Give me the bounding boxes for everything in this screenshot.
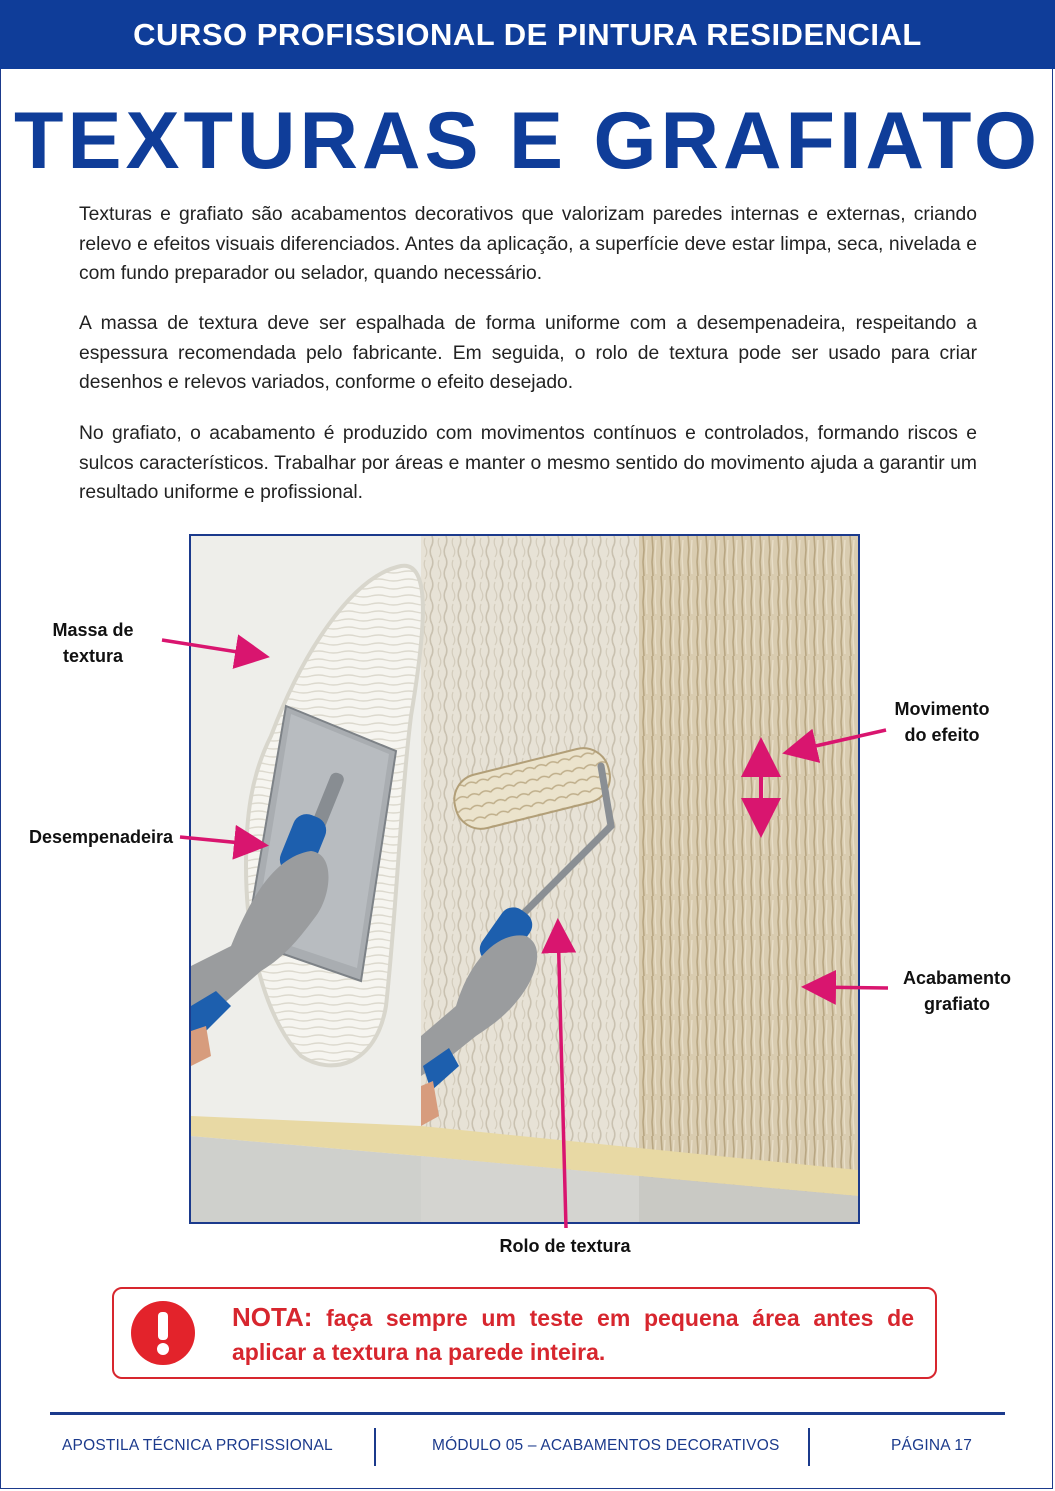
label-rolo-de-textura: Rolo de textura	[499, 1236, 631, 1256]
label-massa-line1: Massa de	[52, 620, 134, 640]
page-title: TEXTURAS E GRAFIATO	[13, 96, 1042, 186]
label-acabamento-line2: grafiato	[923, 994, 990, 1014]
exclamation-icon	[131, 1301, 195, 1365]
footer-page-number: PÁGINA 17	[891, 1437, 973, 1454]
label-massa-line2: textura	[62, 646, 124, 666]
note-box	[112, 1287, 937, 1379]
label-movimento-do-efeito	[882, 696, 1002, 748]
application-paragraph: A massa de textura deve ser espalhada de forma uniforme com a desempenadeira, respeitando a espessura recomendada pelo fabricante. Em seguida, o rolo de textura pode ser usado para criar desenhos e relevos variados, conforme o efeito desejado.	[79, 313, 977, 393]
illustration-drawing	[191, 536, 858, 1222]
footer-separator-right	[808, 1428, 810, 1466]
label-desempenadeira: Desempenadeira	[29, 827, 174, 847]
intro-paragraph: Texturas e grafiato são acabamentos decorativos que valorizam paredes internas e externas, criando relevo e efeitos visuais diferenciados. Antes da aplicação, a superfície deve estar limpa, seca, nivelada e com fundo preparador ou selador, quando necessário.	[79, 204, 977, 284]
footer-module: MÓDULO 05 – ACABAMENTOS DECORATIVOS	[432, 1437, 780, 1454]
footer-divider	[50, 1412, 1005, 1415]
grafiato-paragraph: No grafiato, o acabamento é produzido com movimentos contínuos e controlados, formando riscos e sulcos característicos. Trabalhar por áreas e manter o mesmo sentido do movimento ajuda a garantir um resultado uniforme e profissional.	[79, 423, 977, 503]
note-text	[232, 1300, 914, 1369]
texture-illustration	[189, 534, 860, 1224]
label-movimento-line2: do efeito	[904, 725, 980, 745]
label-movimento-line1: Movimento	[894, 699, 990, 719]
course-title: CURSO PROFISSIONAL DE PINTURA RESIDENCIAL	[133, 16, 922, 52]
label-acabamento-line1: Acabamento	[902, 968, 1012, 988]
note-body: faça sempre um teste em pequena área antes de aplicar a textura na parede inteira.	[232, 1305, 914, 1365]
footer-separator-left	[374, 1428, 376, 1466]
label-massa-de-textura	[36, 617, 150, 669]
note-label: NOTA:	[232, 1302, 313, 1332]
label-acabamento-grafiato	[897, 965, 1017, 1017]
header-banner	[0, 0, 1055, 69]
footer-document-name: APOSTILA TÉCNICA PROFISSIONAL	[62, 1437, 333, 1454]
